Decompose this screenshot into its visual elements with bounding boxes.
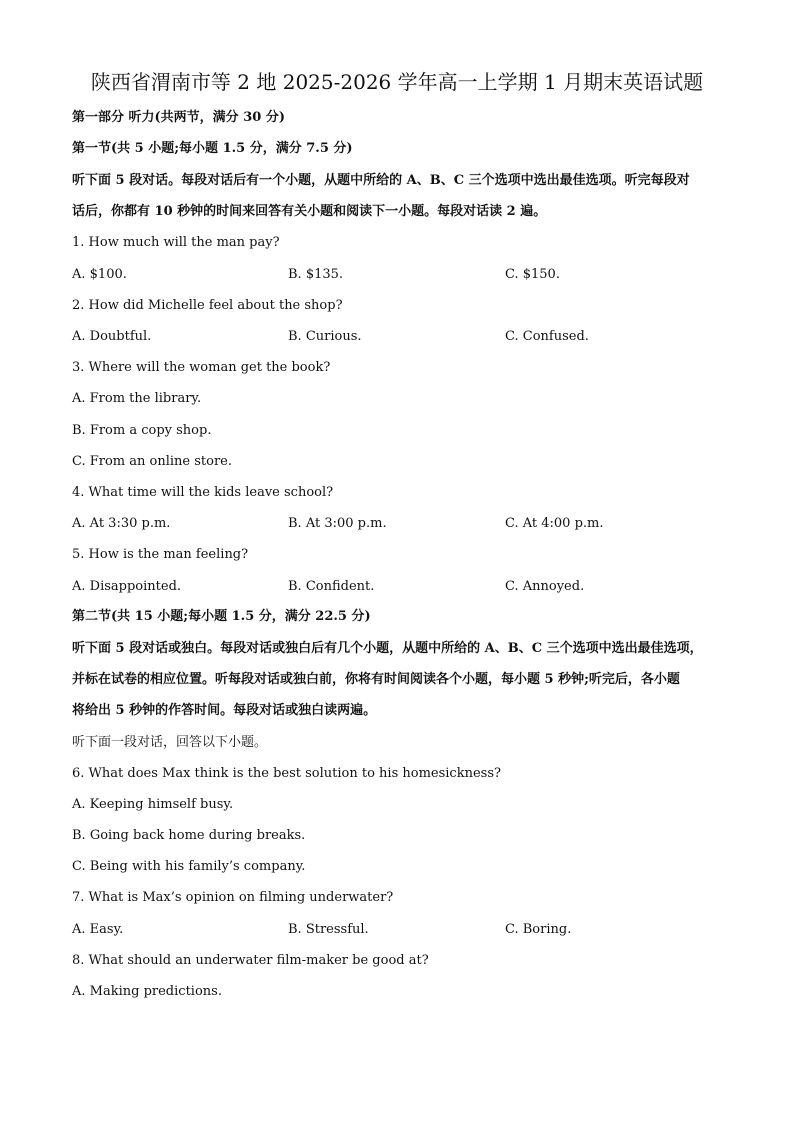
question-1-option-a: A. $100. bbox=[72, 267, 127, 282]
question-3-option-c: C. From an online store. bbox=[72, 454, 232, 469]
question-7-option-a: A. Easy. bbox=[72, 922, 124, 937]
section1-heading: 第一节(共 5 小题;每小题 1.5 分，满分 7.5 分) bbox=[72, 141, 353, 156]
question-1-option-b: B. $135. bbox=[288, 267, 344, 282]
question-1-stem: 1. How much will the man pay? bbox=[72, 235, 280, 250]
question-5-option-a: A. Disappointed. bbox=[72, 579, 182, 594]
question-1-option-c: C. $150. bbox=[505, 267, 560, 282]
question-2-option-c: C. Confused. bbox=[505, 329, 589, 344]
question-7-option-c: C. Boring. bbox=[505, 922, 572, 937]
section2-instructions-line1: 听下面 5 段对话或独白。每段对话或独白后有几个小题，从题中所给的 A、B、C 三个选项中选出最佳选项， bbox=[72, 641, 703, 656]
question-3-option-a: A. From the library. bbox=[72, 391, 202, 406]
section1-instructions-line1: 听下面 5 段对话。每段对话后有一个小题，从题中所给的 A、B、C 三个选项中选出最佳选项。听完每段对 bbox=[72, 173, 690, 188]
question-5-option-b: B. Confident. bbox=[288, 579, 375, 594]
question-8-option-a: A. Making predictions. bbox=[72, 984, 222, 999]
question-4-option-b: B. At 3:00 p.m. bbox=[288, 516, 387, 531]
question-5-option-c: C. Annoyed. bbox=[505, 579, 585, 594]
section2-subheading: 听下面一段对话，回答以下小题。 bbox=[72, 735, 268, 750]
question-6-option-c: C. Being with his family’s company. bbox=[72, 859, 306, 874]
question-6-stem: 6. What does Max think is the best solution to his homesickness? bbox=[72, 766, 501, 781]
question-2-stem: 2. How did Michelle feel about the shop? bbox=[72, 298, 343, 313]
section2-instructions-line2: 并标在试卷的相应位置。听每段对话或独白前，你将有时间阅读各个小题，每小题 5 秒钟;听完后，各小题 bbox=[72, 672, 680, 687]
question-4-option-c: C. At 4:00 p.m. bbox=[505, 516, 604, 531]
question-5-stem: 5. How is the man feeling? bbox=[72, 547, 249, 562]
section2-heading: 第二节(共 15 小题;每小题 1.5 分，满分 22.5 分) bbox=[72, 609, 371, 624]
question-4-option-a: A. At 3:30 p.m. bbox=[72, 516, 171, 531]
question-7-stem: 7. What is Max’s opinion on filming underwater? bbox=[72, 890, 394, 905]
section2-instructions-line3: 将给出 5 秒钟的作答时间。每段对话或独白读两遍。 bbox=[72, 703, 377, 718]
question-2-option-b: B. Curious. bbox=[288, 329, 362, 344]
question-4-stem: 4. What time will the kids leave school? bbox=[72, 485, 334, 500]
question-7-option-b: B. Stressful. bbox=[288, 922, 369, 937]
part1-heading: 第一部分 听力(共两节，满分 30 分) bbox=[72, 110, 285, 125]
page-title: 陕西省渭南市等 2 地 2025-2026 学年高一上学期 1 月期末英语试题 bbox=[90, 70, 704, 94]
question-2-option-a: A. Doubtful. bbox=[72, 329, 152, 344]
question-3-stem: 3. Where will the woman get the book? bbox=[72, 360, 331, 375]
question-6-option-a: A. Keeping himself busy. bbox=[72, 797, 234, 812]
section1-instructions-line2: 话后，你都有 10 秒钟的时间来回答有关小题和阅读下一小题。每段对话读 2 遍。 bbox=[72, 204, 547, 219]
question-6-option-b: B. Going back home during breaks. bbox=[72, 828, 306, 843]
question-8-stem: 8. What should an underwater film-maker be good at? bbox=[72, 953, 429, 968]
question-3-option-b: B. From a copy shop. bbox=[72, 423, 212, 438]
